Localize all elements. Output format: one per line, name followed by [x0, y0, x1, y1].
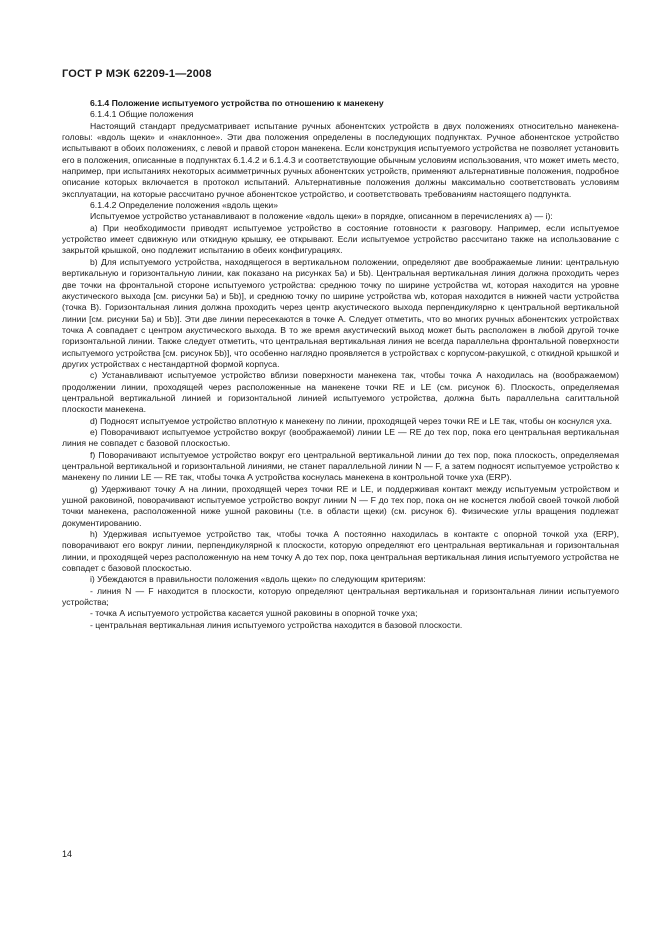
list-item-f: f) Поворачивают испытуемое устройство вокруг его центральной вертикальной линии до тех пор, пока плоскость, определяемая центральной вертикальной и горизонтальной линиями, не станет параллельной линии N — F, а затем подносят испытуемое устройство к манекену по линии LE — RE так, чтобы точка А устройства коснулась манекена в контрольной точке уха (ERP). — [62, 449, 619, 483]
section-title: 6.1.4 Положение испытуемого устройства по отношению к манекену — [90, 98, 384, 108]
list-item-e: е) Поворачивают испытуемое устройство вокруг (воображаемой) линии LE — RE до тех пор, пока его центральная вертикальная линия не совпадет с базовой плоскостью. — [62, 426, 619, 449]
list-item-c: с) Устанавливают испытуемое устройство вблизи поверхности манекена так, чтобы точка А находилась на (воображаемом) продолжении линии, проходящей через расположенные на манекене точки RE и LE (см. рисунок 6). Плоскость, определяемая центральной вертикальной линией и горизонтальной линией испытуемого устройства, должна быть параллельна сагиттальной плоскости манекена. — [62, 370, 619, 415]
list-item-a: а) При необходимости приводят испытуемое устройство в состояние готовности к разговору. Например, если испытуемое устройство имеет сдвижную или откидную крышку, ее открывают. Если испытуемое устройство рассчитано также на использование с закрытой крышкой, оно подлежит испытанию в обеих конфигурациях. — [62, 222, 619, 256]
list-item-g: g) Удерживают точку А на линии, проходящей через точки RE и LE, и поддерживая контакт между испытуемым устройством и ушной раковиной, поворачивают испытуемое устройство вокруг линии N — F до тех пор, пока он не коснется любой своей точкой любой точки манекена, расположенной ниже ушной раковины (т.е. в области щеки) (см. рисунок 6). Физические углы вращения подлежат документированию. — [62, 483, 619, 528]
list-item-d: d) Подносят испытуемое устройство вплотную к манекену по линии, проходящей через точки RE и LE так, чтобы он коснулся уха. — [90, 415, 613, 426]
list-item-b: b) Для испытуемого устройства, находящегося в вертикальном положении, определяют две воображаемые линии: центральную вертикальную и горизонтальную линии, как показано на рисунках 5а) и 5b). Центральная вертикальная линия должна проходить через две точки на фронтальной стороне испытуемого устройства: среднюю точку по ширине устройства wt, которая находится на уровне акустического выхода [см. рисунки 5а) и 5b)], и среднюю точку по ширине устройства wb, которая находится в нижней части устройства (точка В). Горизонтальная линия должна проходить через центр акустического выхода перпендикулярно к центральной вертикальной линии [см. рисунки 5а) и 5b)]. Эти две линии пересекаются в точке А. Следует отметить, что во многих ручных абонентских устройствах точка А совпадает с центром акустического выхода. В то же время акустический выход может быть расположен в любой другой точке горизонтальной линии. Также следует отметить, что центральная вертикальная линия не всегда параллельна фронтальной поверхности испытуемого устройства [см. рисунок 5b)], что особенно наглядно проявляется в устройствах с корпусом-ракушкой, с откидной крышкой и других устройствах с нестандартной формой корпуса. — [62, 256, 619, 369]
criterion-item: - центральная вертикальная линия испытуемого устройства находится в базовой плоскости. — [90, 619, 463, 630]
criterion-item: - точка А испытуемого устройства касается ушной раковины в опорной точке уха; — [90, 608, 418, 619]
subsection-heading: 6.1.4.1 Общие положения — [90, 109, 194, 120]
document-body — [62, 98, 619, 631]
paragraph: Настоящий стандарт предусматривает испытание ручных абонентских устройств в двух положениях относительно манекена-головы: «вдоль щеки» и «наклонное». Эти два положения определены в последующих подпунктах. Ручное абонентское устройство испытывают в обоих положениях, с левой и правой сторон манекена. Если конструкция испытуемого устройства не позволяет установить его в положения, описанные в подпунктах 6.1.4.2 и 6.1.4.3 и соответствующие обычным условиям использования, что может иметь место, например, при испытаниях некоторых асимметричных ручных абонентских устройств, применяют альтернативные положения, подробное описание которых включается в протокол испытаний. Альтернативные положения должны максимально соответствовать условиям эксплуатации, на которые рассчитано ручное абонентское устройство, и соответствовать требованиям настоящего подпункта. — [62, 120, 619, 199]
paragraph: Испытуемое устройство устанавливают в положение «вдоль щеки» в порядке, описанном в перечислениях а) — i): — [90, 211, 553, 222]
list-item-h: h) Удерживая испытуемое устройство так, чтобы точка А постоянно находилась в контакте с опорной точкой уха (ERP), поворачивают его вокруг линии, перпендикулярной к плоскости, которую определяют его центральная вертикальная и горизонтальная линии, и проходящей через расположенную на нем точку А до тех пор, пока центральная вертикальная линия испытуемого устройства не совпадет с базовой плоскостью. — [62, 529, 619, 574]
criterion-item: - линия N — F находится в плоскости, которую определяют центральная вертикальная и горизонтальная линии испытуемого устройства; — [62, 585, 619, 608]
subsection-heading: 6.1.4.2 Определение положения «вдоль щеки» — [90, 200, 279, 211]
list-item-i: i) Убеждаются в правильности положения «вдоль щеки» по следующим критериям: — [90, 574, 426, 585]
page-number: 14 — [62, 849, 73, 859]
document-header: ГОСТ Р МЭК 62209-1—2008 — [62, 68, 212, 80]
